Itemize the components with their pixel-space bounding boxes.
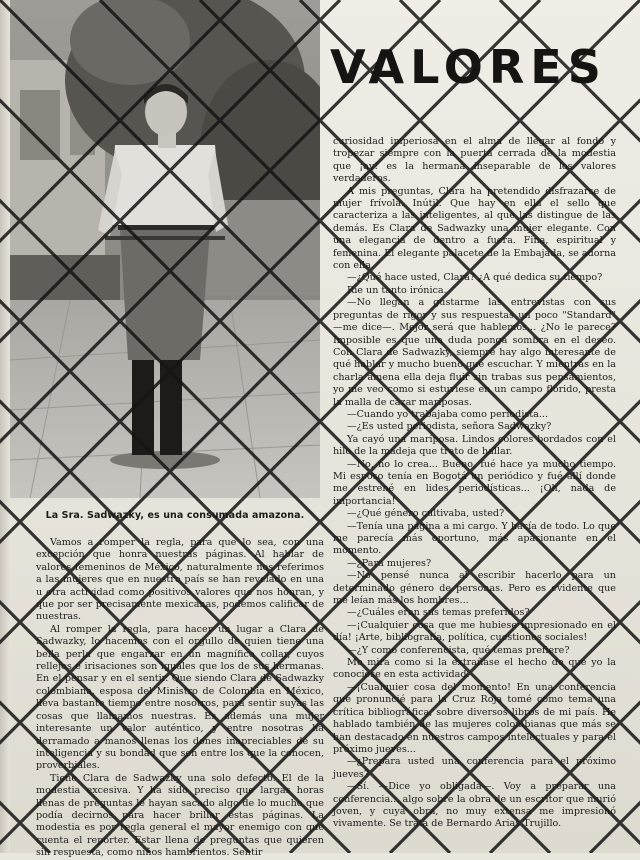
paragraph: —¿Para mujeres? bbox=[347, 557, 432, 569]
paragraph: —Cuando yo trabajaba como periodista... bbox=[347, 408, 549, 420]
page-binding-edge bbox=[0, 0, 10, 853]
left-column-text bbox=[36, 537, 324, 860]
paragraph: —No llegan a gustarme las entrevistas con sus preguntas de rigor y sus respuestas un poco "Standard" —me dice—. Mejor será que hablemos... ¿No le parece? Imposible es que una duda ponga sombra en el deseo. Con Clara de Sadwazky, siempre hay algo interesante de qué hablar y mucho bueno que escuchar. Y mientras en la charla amena ella deja fluir sin trabas sus pensamientos, yo me veo como si estuviese en un campo florido, presta la malla de cazar mariposas. bbox=[333, 297, 616, 408]
paragraph: Me mira como si la extrañase el hecho de que yo la conociese en esta actividad. bbox=[333, 657, 616, 681]
photo-caption: La Sra. Sadwazky, es una consumada amazona. bbox=[45, 510, 305, 521]
paragraph: —¿Cuáles eran sus temas preferidos? bbox=[347, 607, 530, 619]
paragraph: Al romper la regla, para hacer un lugar a Clara de Sadwazky, lo hacemos con el orgullo de quien tiene una bella perla que engarzar en un magnífico collar, cuyos rellejos e irisaciones son iguales que los de sus hermanas. En el pensar y en el sentir. Que siendo Clara de Sadwazky colombiana, esposa del Ministro de Colombia en México, lleva bastante tiempo entre nosotros, para sentir suyas las cosas que llamamos nuestras. Es además una mujer interesante un valor auténtico, y entre nosotras ha derramado a manos llenas los dones inapreciables de su inteligencia y su bondad que son entre los que la conocen, proverbiales. bbox=[36, 623, 324, 772]
paragraph: —No pensé nunca al escribir hacerlo para un determinado género de personas. Pero es evidente que me leían más los hombres... bbox=[333, 570, 616, 607]
paragraph: A mis preguntas, Clara ha pretendido disfrazarse de mujer frívola. Inútil. Que hay en ella el sello que caracteriza a las inteligentes, al que las distingue de las demás. Es Clara de Sadwazky una mujer elegante. Con una elegancia de dentro a fuera. Fina, espiritual y femenina. El elegante palacete de la Embajada, se adorna con ella. bbox=[333, 185, 616, 272]
paragraph: Ya cayó una mariposa. Lindos colores bordados con el hilo de la madeja que trato de hallar. bbox=[333, 433, 616, 458]
paragraph: —¿Qué género cultivaba, usted? bbox=[347, 508, 505, 520]
paragraph: —¡Cualquier cosa del momento! En una conferencia que pronuncié para la Cruz Roja tomé como tema una crítica bibliográfica, sobre diversos libros de mi país. He hablado también de las mujeres colombianas que más se han destacado en nuestros campos intelectuales y para el próximo jueves... bbox=[333, 681, 616, 755]
paragraph: Tiene Clara de Sadwazky una solo defecto. El de la modestia excesiva. Y ha sido preciso que largas horas llenas de preguntas le hayan sacado algo de lo mucho que podía decirnos para hacer brillar estas páginas. La modestia es por regla general el mayor enemigo con que cuenta el reporter. Estar llena de preguntas que quieren sin respuesta, como niños hambrientos. Sentir bbox=[36, 772, 324, 859]
portrait-photo bbox=[10, 0, 320, 498]
paragraph: Ríe un tanto irónica. bbox=[347, 284, 447, 296]
paragraph: —¿Es usted periodista, señora Sadwazky? bbox=[347, 421, 552, 433]
paragraph: Vamos a romper la regla, para que lo sea, con una excepción que honra nuestras páginas. Al hablar de valores femeninos de México, naturalmente nos referimos a las mujeres que en nuestro país se han revelado en una u otra actividad como positivos valores que nos honran, y que por ser precisamente mexicanas, podemos calificar de nuestras. bbox=[36, 537, 324, 623]
paragraph: —¿Y como conferencista, qué temas prefiere? bbox=[347, 644, 570, 656]
page-headline: VALORES bbox=[330, 40, 607, 94]
paragraph: —¿Qué hace usted, Clara? ¿A qué dedica su tiempo? bbox=[347, 272, 603, 284]
paragraph: —¿Prepara usted una conferencia para el próximo jueves? bbox=[333, 756, 616, 780]
paragraph: —¡Cualquier cosa que me hubiese impresionado en el día! ¡Arte, bibliografía, política, cuestiones sociales! bbox=[333, 619, 616, 644]
paragraph: —Sí. —Dice yo obligada—. Voy a preparar una conferencia... algo sobre la obra de un escritor que murió joven, y cuya obra, no muy extensa me impresionó vivamente. Se trata de Bernardo Arias Trujillo. bbox=[333, 781, 616, 830]
paragraph: —No, no lo crea... Bueno, fué hace ya mucho tiempo. Mi esposo tenía en Bogotá un periódico y fué allí donde me estrené en lides periodísticas... ¡Oh, nada de importancia! bbox=[333, 458, 616, 507]
right-column-text bbox=[333, 136, 616, 831]
paragraph: curiosidad imperiosa en el alma de llegar al fondo y tropezar siempre con la puerta cerrada de la modestia que ¡ay! es la hermana inseparable de los valores verdaderos. bbox=[333, 136, 616, 185]
paragraph: —Tenía una página a mi cargo. Y hacía de todo. Lo que me parecía más oportuno, más apasionante en el momento. bbox=[333, 520, 616, 557]
